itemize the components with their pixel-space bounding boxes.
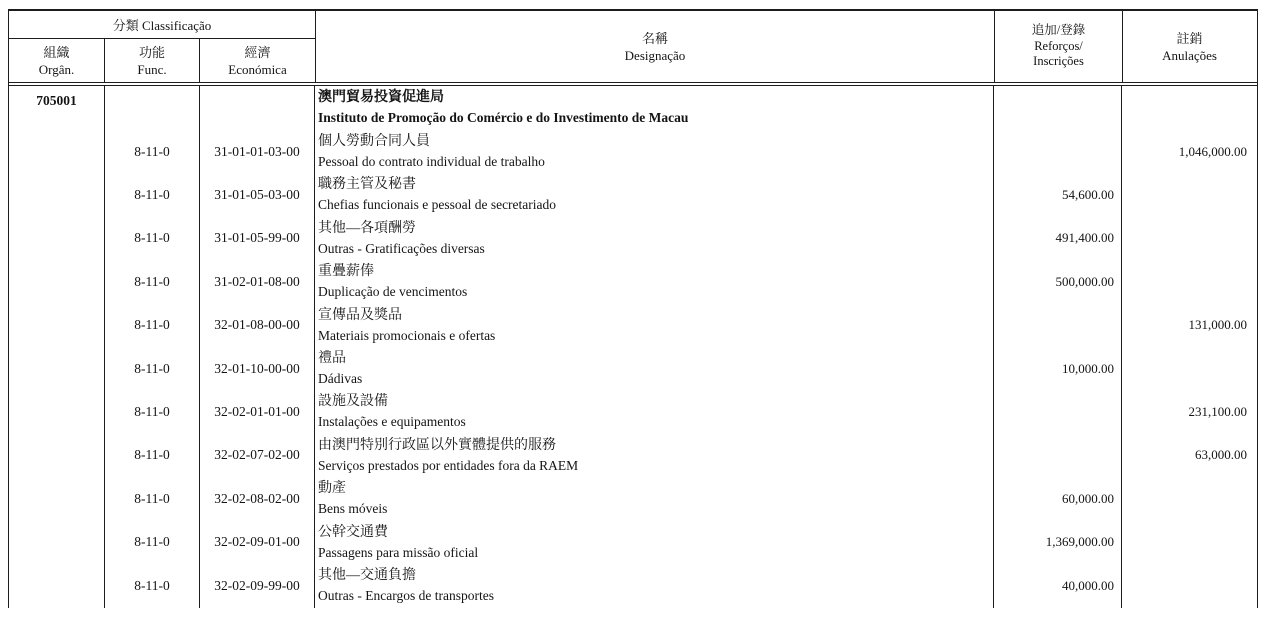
org-code: 705001	[9, 86, 105, 130]
anulacoes-amount	[1122, 217, 1255, 260]
table-row	[9, 347, 1257, 390]
designation-zh: 重疊薪俸	[318, 264, 374, 280]
org-header-zh: 組織	[43, 44, 70, 60]
reforcos-amount: 10,000.00	[994, 347, 1122, 390]
designation-pt: Pessoal do contrato individual de trabalho	[318, 154, 545, 169]
designation-cell	[315, 304, 994, 347]
func-header-pt: Func.	[137, 61, 167, 77]
table-row	[9, 217, 1257, 260]
org-code-cell	[9, 564, 105, 607]
func-code: 8-11-0	[105, 173, 200, 216]
func-header-zh: 功能	[138, 44, 165, 60]
org-code-cell	[9, 434, 105, 477]
designation-zh: 禮品	[318, 350, 346, 366]
reforcos-amount: 491,400.00	[994, 217, 1122, 260]
anulacoes-amount-empty	[1122, 86, 1255, 130]
org-code-cell	[9, 173, 105, 216]
econ-header-zh: 經濟	[244, 44, 271, 60]
designation-cell	[315, 173, 994, 216]
econ-code: 31-01-01-03-00	[200, 130, 315, 173]
func-code: 8-11-0	[105, 434, 200, 477]
designation-pt: Outras - Gratificações diversas	[318, 240, 485, 256]
org-code-cell	[9, 260, 105, 303]
reforcos-amount	[994, 304, 1122, 347]
func-code: 8-11-0	[105, 564, 200, 607]
designation-cell	[315, 521, 994, 564]
designation-zh: 由澳門特別行政區以外實體提供的服務	[318, 437, 556, 453]
designation-cell	[315, 130, 994, 173]
econ-code: 31-02-01-08-00	[200, 260, 315, 303]
reforcos-amount-empty	[994, 86, 1122, 130]
table-row	[9, 434, 1257, 477]
organization-name-zh: 澳門貿易投資促進局	[318, 90, 444, 105]
classification-header: 分類 Classificação	[9, 11, 315, 39]
econ-code: 32-02-08-02-00	[200, 477, 315, 520]
designation-zh: 其他—各項酬勞	[318, 220, 416, 236]
econ-code: 32-02-09-99-00	[200, 564, 315, 607]
designation-zh: 職務主管及秘書	[318, 177, 416, 193]
econ-code: 32-02-07-02-00	[200, 434, 315, 477]
classification-subheaders	[9, 39, 315, 82]
org-code-cell	[9, 390, 105, 433]
anulacoes-amount	[1122, 260, 1255, 303]
func-code: 8-11-0	[105, 217, 200, 260]
reforcos-amount	[994, 390, 1122, 433]
designation-cell	[315, 564, 994, 607]
designation-pt: Outras - Encargos de transportes	[318, 587, 494, 603]
reforcos-amount: 1,369,000.00	[994, 521, 1122, 564]
func-code: 8-11-0	[105, 521, 200, 564]
func-code: 8-11-0	[105, 304, 200, 347]
anulacoes-amount	[1122, 564, 1255, 607]
reforcos-amount: 40,000.00	[994, 564, 1122, 607]
econ-column-header	[200, 39, 315, 82]
anulacoes-amount: 131,000.00	[1188, 317, 1247, 333]
designation-pt: Passagens para missão oficial	[318, 544, 479, 560]
table-row	[9, 260, 1257, 303]
classification-header-group	[9, 11, 316, 82]
org-code-cell	[9, 521, 105, 564]
designation-pt: Duplicação de vencimentos	[318, 284, 468, 300]
econ-code: 32-01-10-00-00	[200, 347, 315, 390]
econ-code-empty	[200, 86, 315, 130]
designation-pt: Bens móveis	[318, 501, 388, 517]
designation-pt: Instalações e equipamentos	[318, 414, 466, 430]
reinforcements-header-zh: 追加/登錄	[1031, 23, 1086, 38]
func-code: 8-11-0	[105, 390, 200, 433]
table-row	[9, 173, 1257, 216]
reinforcements-header-pt1: Reforços/	[1034, 38, 1083, 53]
designation-cell	[315, 347, 994, 390]
anulacoes-amount: 231,100.00	[1188, 404, 1247, 420]
org-header-pt: Orgân.	[38, 61, 75, 77]
designation-pt: Materiais promocionais e ofertas	[318, 327, 496, 343]
reforcos-amount	[994, 434, 1122, 477]
econ-code: 31-01-05-03-00	[200, 173, 315, 216]
table-row	[9, 390, 1257, 433]
designation-cell	[315, 477, 994, 520]
anulacoes-amount	[1122, 347, 1255, 390]
designation-pt: Dádivas	[318, 370, 363, 386]
designation-cell	[315, 434, 994, 477]
designation-zh: 公幹交通費	[318, 524, 388, 540]
reinforcements-column-header	[995, 11, 1123, 82]
designation-cell	[315, 390, 994, 433]
econ-code: 32-02-09-01-00	[200, 521, 315, 564]
anulacoes-amount	[1122, 173, 1255, 216]
econ-header-pt: Económica	[228, 61, 287, 77]
cancellations-header-zh: 註銷	[1176, 30, 1203, 46]
org-code-cell	[9, 347, 105, 390]
org-code-cell	[9, 130, 105, 173]
table-filler-row	[9, 607, 1257, 608]
anulacoes-amount: 1,046,000.00	[1178, 143, 1247, 159]
org-code-cell	[9, 477, 105, 520]
reforcos-amount	[994, 130, 1122, 173]
filler-cell	[994, 607, 1122, 608]
designation-zh: 其他—交通負擔	[318, 567, 416, 583]
table-body	[9, 86, 1257, 607]
econ-code: 32-01-08-00-00	[200, 304, 315, 347]
designation-zh: 動產	[318, 481, 346, 497]
econ-code: 31-01-05-99-00	[200, 217, 315, 260]
designation-cell	[315, 260, 994, 303]
filler-cell	[105, 607, 200, 608]
table-row	[9, 564, 1257, 607]
econ-code: 32-02-01-01-00	[200, 390, 315, 433]
anulacoes-amount	[1122, 521, 1255, 564]
designation-header-zh: 名稱	[641, 30, 668, 46]
func-code: 8-11-0	[105, 260, 200, 303]
designation-cell	[315, 217, 994, 260]
filler-cell	[1122, 607, 1255, 608]
reforcos-amount: 60,000.00	[994, 477, 1122, 520]
func-code: 8-11-0	[105, 130, 200, 173]
designation-pt: Serviços prestados por entidades fora da RAEM	[318, 457, 579, 473]
designation-column-header	[316, 11, 995, 82]
table-row	[9, 130, 1257, 173]
designation-zh: 個人勞動合同人員	[318, 134, 430, 149]
filler-cell	[9, 607, 105, 608]
org-code-cell	[9, 304, 105, 347]
func-code: 8-11-0	[105, 477, 200, 520]
designation-header-pt: Designação	[624, 47, 686, 63]
designation-pt: Chefias funcionais e pessoal de secretariado	[318, 197, 557, 213]
table-row	[9, 521, 1257, 564]
designation-zh: 宣傳品及獎品	[318, 307, 402, 323]
designation-zh: 設施及設備	[318, 394, 388, 410]
filler-cell	[200, 607, 315, 608]
organization-name-pt: Instituto de Promoção do Comércio e do Investimento de Macau	[318, 110, 689, 125]
anulacoes-amount	[1122, 477, 1255, 520]
table-row	[9, 477, 1257, 520]
table-row	[9, 304, 1257, 347]
budget-table	[8, 9, 1258, 608]
org-column-header	[9, 39, 105, 82]
reforcos-amount: 500,000.00	[994, 260, 1122, 303]
table-header	[9, 11, 1257, 86]
reinforcements-header-pt2: Inscrições	[1033, 54, 1084, 69]
func-column-header	[105, 39, 200, 82]
org-code-cell	[9, 217, 105, 260]
organization-row	[9, 86, 1257, 130]
organization-name-cell	[315, 86, 994, 130]
filler-cell	[315, 607, 994, 608]
reforcos-amount: 54,600.00	[994, 173, 1122, 216]
anulacoes-amount: 63,000.00	[1195, 447, 1247, 463]
cancellations-column-header	[1123, 11, 1256, 82]
func-code-empty	[105, 86, 200, 130]
cancellations-header-pt: Anulações	[1162, 47, 1217, 63]
func-code: 8-11-0	[105, 347, 200, 390]
